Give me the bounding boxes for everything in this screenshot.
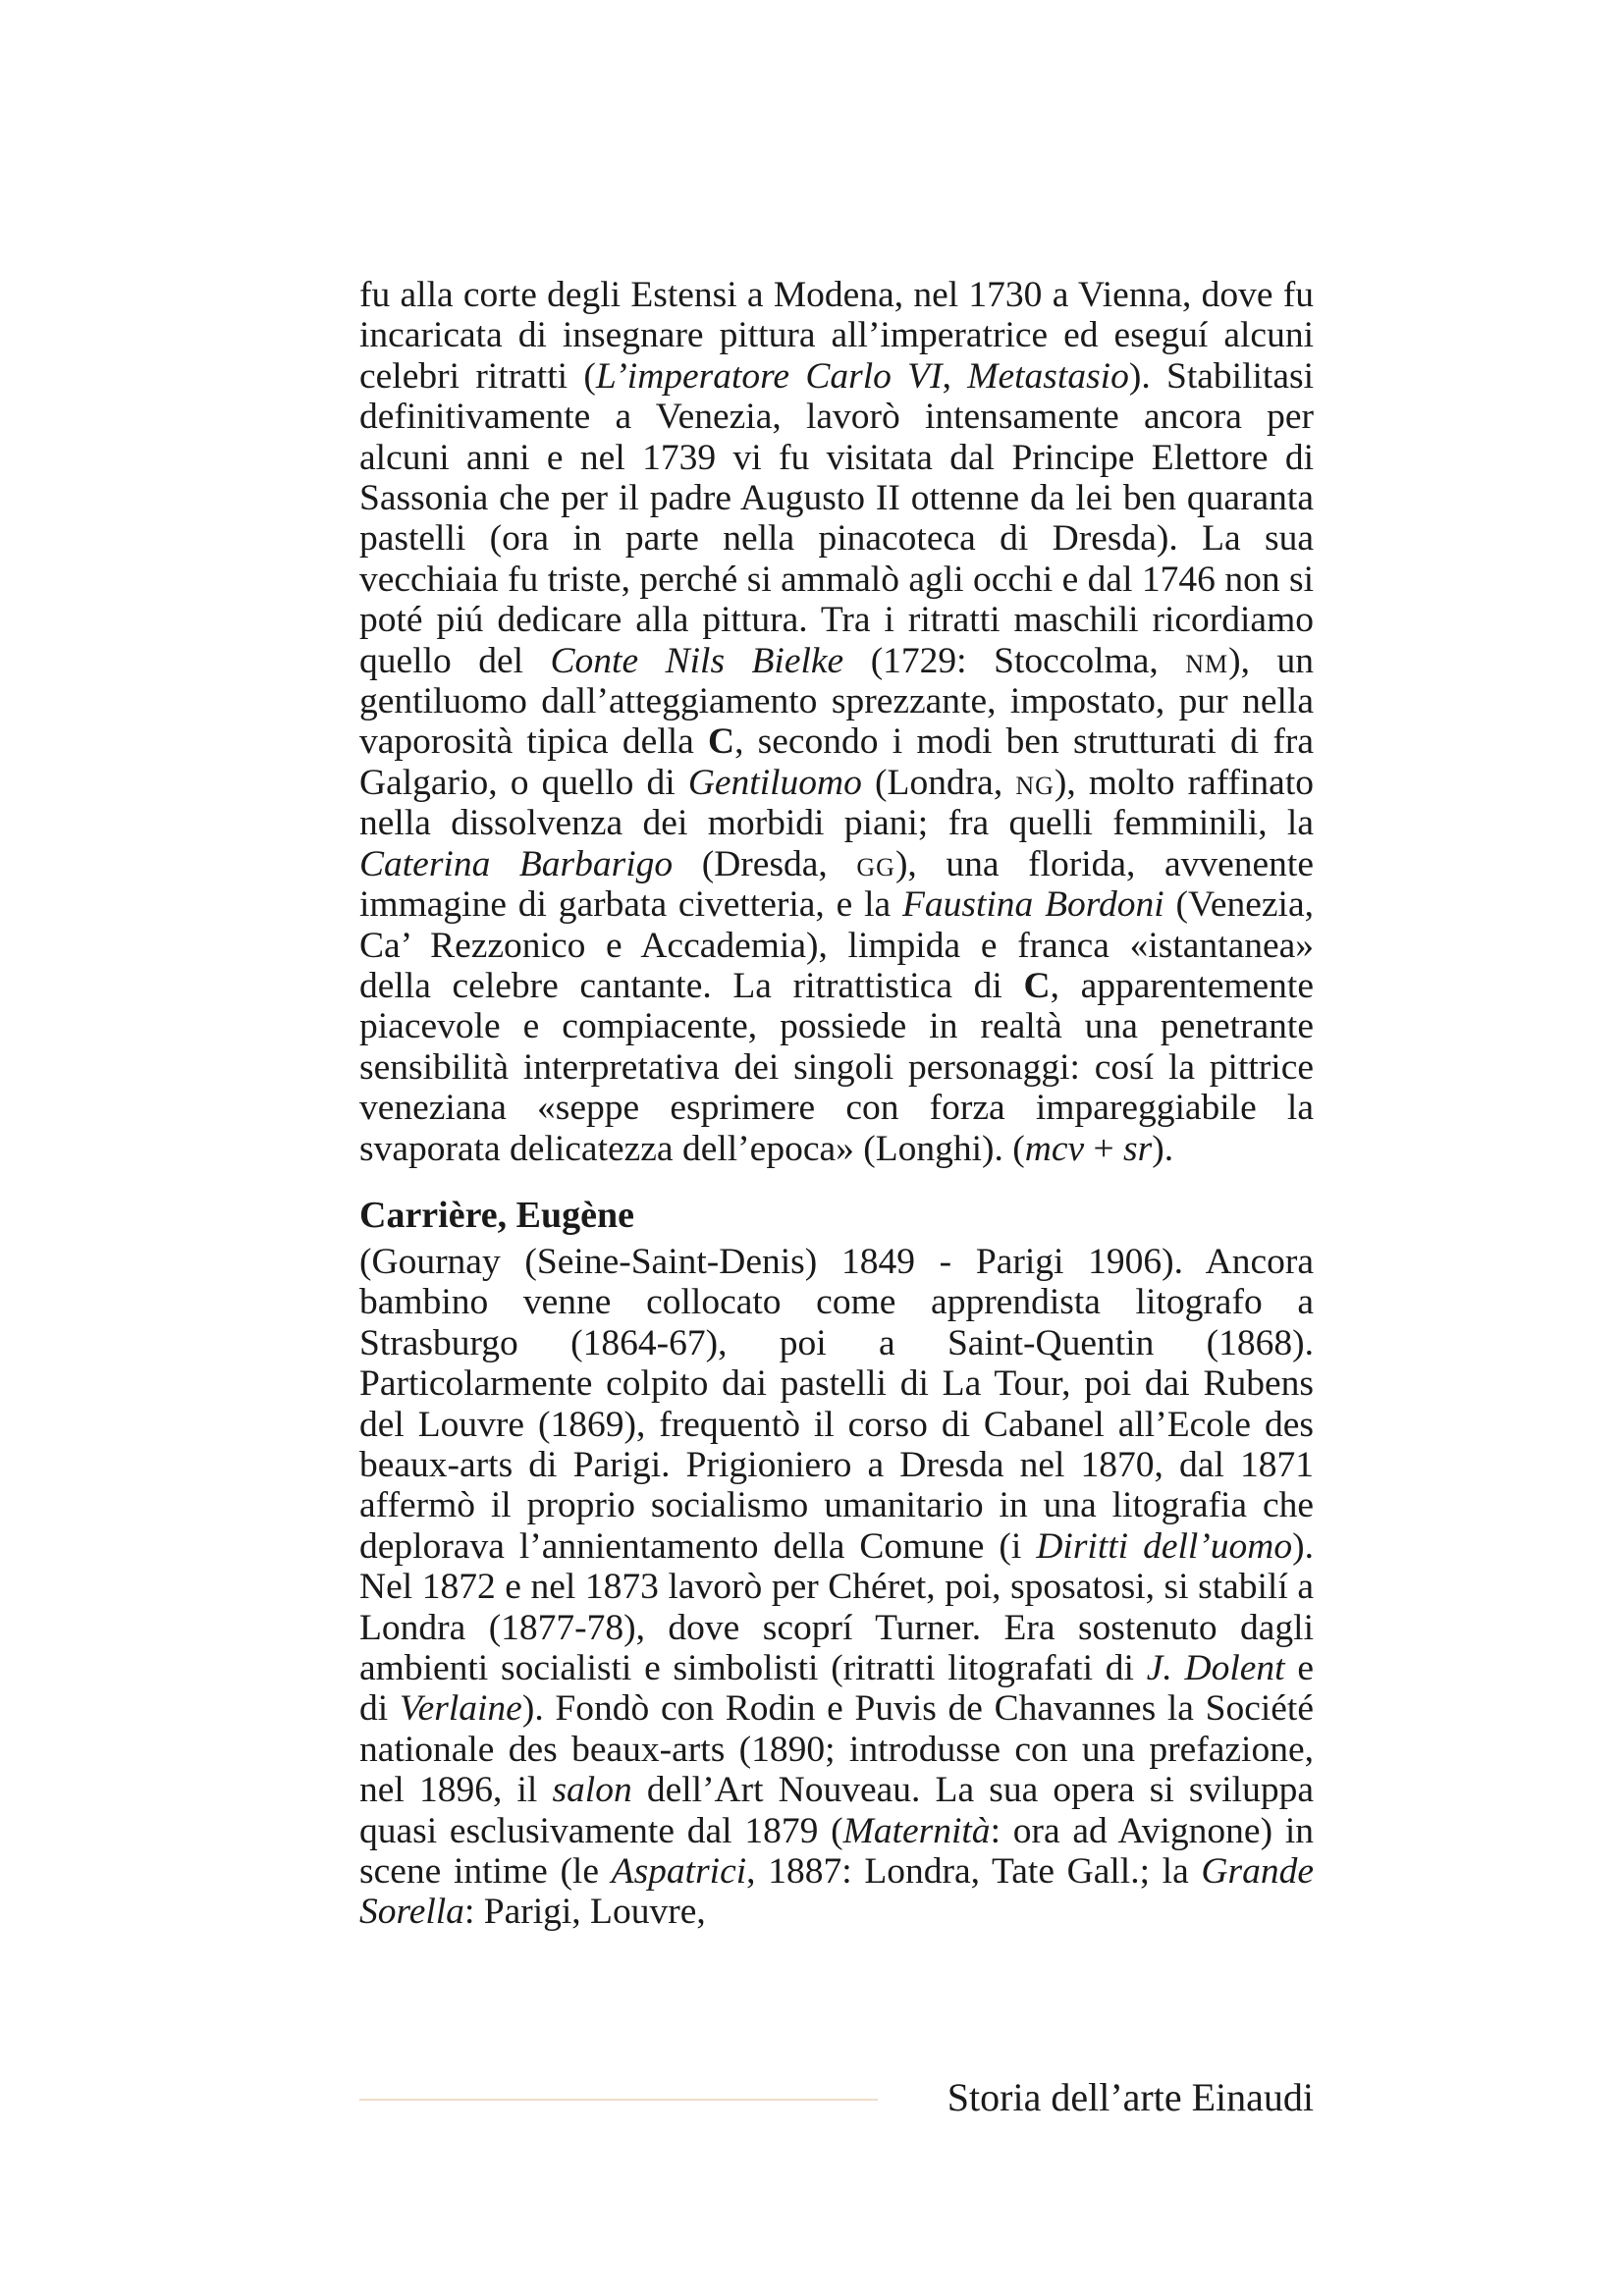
entry-heading: Carrière, Eugène xyxy=(359,1194,634,1236)
paragraph-entry-body: (Gournay (Seine-Saint-Denis) 1849 - Parigi 1906). Ancora bambino venne collocato come apprendista litografo a Strasburgo (1864-67), poi a Saint-Quentin (1868). Particolarmente colpito dai pastelli di La Tour, poi dai Rubens del Louvre (1869), frequentò il corso di Cabanel all’Ecole des beaux-arts di Parigi. Prigioniero a Dresda nel 1870, dal 1871 affermò il proprio socialismo umanitario in una litografia che deplorava l’annientamento della Comune (i Diritti dell’uomo). Nel 1872 e nel 1873 lavorò per Chéret, poi, sposatosi, si stabilí a Londra (1877-78), dove scoprí Turner. Era sostenuto dagli ambienti socialisti e simbolisti (ritratti litografati di J. Dolent e di Verlaine). Fondò con Rodin e Puvis de Chavannes la Société nationale des beaux-arts (1890; introdusse con una prefazione, nel 1896, il salon dell’Art Nouveau. La sua opera si sviluppa quasi esclusivamente dal 1879 (Maternità: ora ad Avignone) in scene intime (le Aspatrici, 1887: Londra, Tate Gall.; la Grande Sorella: Parigi, Louvre, xyxy=(359,1241,1314,1933)
footer-rule xyxy=(359,2099,878,2101)
page-body xyxy=(359,275,1314,1933)
paragraph-continued-entry: fu alla corte degli Estensi a Modena, nel 1730 a Vienna, dove fu incaricata di insegnare pittura all’imperatrice ed eseguí alcuni celebri ritratti (L’imperatore Carlo VI, Metastasio). Stabilitasi definitivamente a Venezia, lavorò intensamente ancora per alcuni anni e nel 1739 vi fu visitata dal Principe Elettore di Sassonia che per il padre Augusto II ottenne da lei ben quaranta pastelli (ora in parte nella pinacoteca di Dresda). La sua vecchiaia fu triste, perché si ammalò agli occhi e dal 1746 non si poté piú dedicare alla pittura. Tra i ritratti maschili ricordiamo quello del Conte Nils Bielke (1729: Stoccolma, nm), un gentiluomo dall’atteggiamento sprezzante, impostato, pur nella vaporosità tipica della C, secondo i modi ben strutturati di fra Galgario, o quello di Gentiluomo (Londra, ng), molto raffinato nella dissolvenza dei morbidi piani; fra quelli femminili, la Caterina Barbarigo (Dresda, gg), una florida, avvenente immagine di garbata civetteria, e la Faustina Bordoni (Venezia, Ca’ Rezzonico e Accademia), limpida e franca «istantanea» della celebre cantante. La ritrattistica di C, apparentemente piacevole e compiacente, possiede in realtà una penetrante sensibilità interpretativa dei singoli personaggi: cosí la pittrice veneziana «seppe esprimere con forza impareggiabile la svaporata delicatezza dell’epoca» (Longhi). (mcv + sr). xyxy=(359,275,1315,1169)
page-footer xyxy=(359,2074,1314,2123)
footer-title: Storia dell’arte Einaudi xyxy=(947,2075,1314,2119)
